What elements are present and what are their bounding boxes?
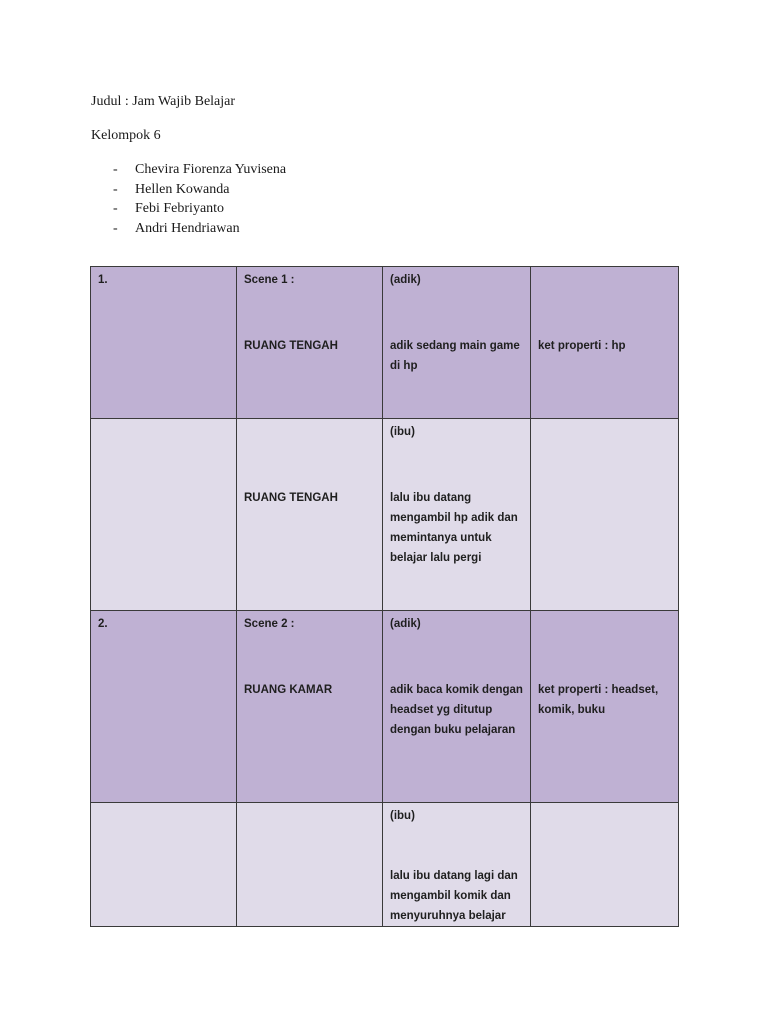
property-note-cell <box>531 611 679 803</box>
scene-location-cell <box>237 611 383 803</box>
scene-number-cell <box>91 803 237 927</box>
member-name: Febi Febriyanto <box>135 201 225 216</box>
table-row <box>91 611 679 803</box>
table-row <box>91 267 679 419</box>
character-name: (ibu) <box>390 426 415 438</box>
character-name: (ibu) <box>390 810 415 822</box>
table-row <box>91 419 679 611</box>
bullet-dash: - <box>113 220 118 236</box>
member-name: Chevira Fiorenza Yuvisena <box>135 162 287 177</box>
scene-number: 1. <box>98 274 108 286</box>
action-text: lalu ibu datang lagi dan mengambil komik dan menyuruhnya belajar <box>390 870 518 922</box>
bullet-dash: - <box>113 162 118 177</box>
member-item <box>91 160 286 180</box>
dialogue-cell <box>383 611 531 803</box>
dialogue-cell <box>383 267 531 419</box>
scene-number-cell <box>91 267 237 419</box>
scene-location: RUANG TENGAH <box>244 492 338 504</box>
table-row <box>91 803 679 927</box>
member-name: Hellen Kowanda <box>135 181 230 197</box>
scene-location-cell <box>237 803 383 927</box>
scene-number-cell <box>91 419 237 611</box>
document-title: Judul : Jam Wajib Belajar <box>91 94 236 109</box>
property-note: ket properti : hp <box>538 340 626 352</box>
property-note-cell <box>531 267 679 419</box>
action-text: lalu ibu datang mengambil hp adik dan memintanya untuk belajar lalu pergi <box>390 492 518 564</box>
dialogue-cell <box>383 419 531 611</box>
scene-location: RUANG TENGAH <box>244 340 338 352</box>
character-name: (adik) <box>390 618 421 630</box>
action-text: adik sedang main game di hp <box>390 340 520 372</box>
character-name: (adik) <box>390 274 421 286</box>
bullet-dash: - <box>113 181 118 197</box>
property-note-cell <box>531 803 679 927</box>
group-label: Kelompok 6 <box>91 128 161 143</box>
scene-table <box>90 266 679 927</box>
scene-location-cell <box>237 419 383 611</box>
scene-heading: Scene 2 : <box>244 618 295 630</box>
dialogue-cell <box>383 803 531 927</box>
bullet-dash: - <box>113 201 118 216</box>
scene-number: 2. <box>98 618 108 630</box>
scene-number-cell <box>91 611 237 803</box>
property-note-cell <box>531 419 679 611</box>
scene-location-cell <box>237 267 383 419</box>
member-item <box>91 199 286 219</box>
member-item <box>91 219 286 239</box>
member-list <box>91 160 286 238</box>
action-text: adik baca komik dengan headset yg ditutup dengan buku pelajaran <box>390 684 523 736</box>
scene-location: RUANG KAMAR <box>244 684 333 696</box>
member-item <box>91 180 286 200</box>
scene-heading: Scene 1 : <box>244 274 295 286</box>
property-note: ket properti : headset, komik, buku <box>538 684 659 716</box>
member-name: Andri Hendriawan <box>135 220 240 236</box>
